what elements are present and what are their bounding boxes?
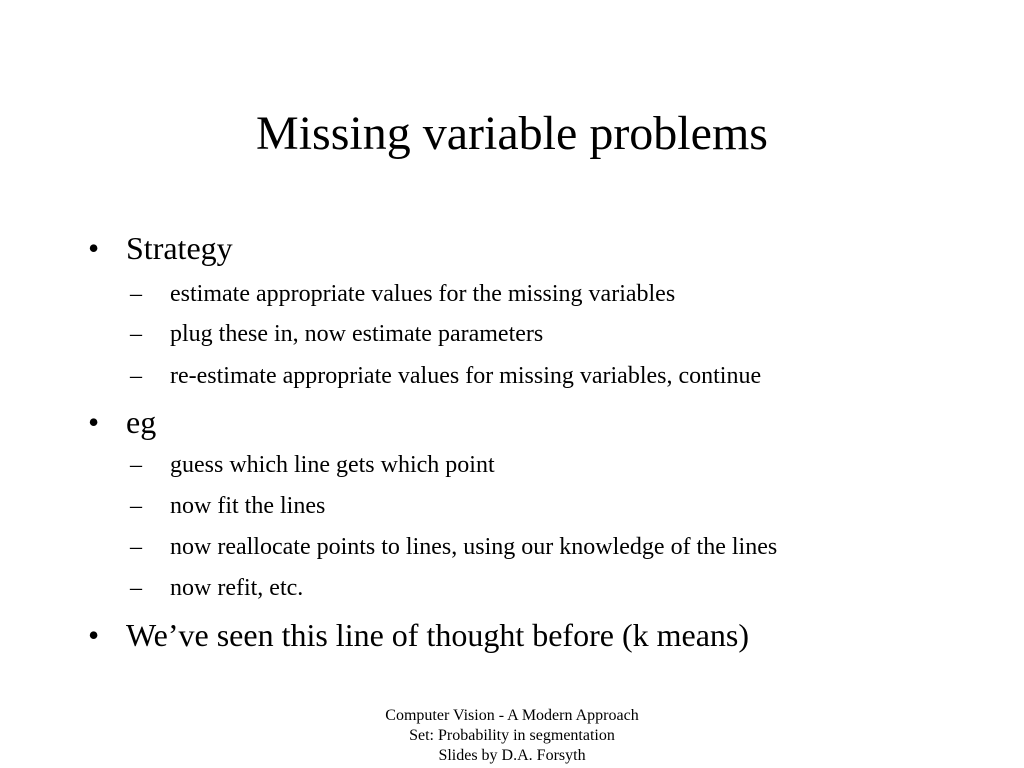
footer-set: Set: Probability in segmentation: [409, 727, 615, 744]
dash-marker: –: [130, 321, 142, 347]
bullet-text: We’ve seen this line of thought before (k means): [126, 617, 749, 653]
dash-marker: –: [130, 575, 142, 601]
slide-footer: [312, 706, 712, 766]
sub-bullet-text: re-estimate appropriate values for missing variables, continue: [170, 363, 762, 389]
bullet-marker: •: [88, 617, 100, 653]
bullet-marker: •: [88, 404, 100, 440]
bullet-text: eg: [126, 404, 157, 440]
footer-course: Computer Vision - A Modern Approach: [385, 707, 639, 724]
bullet-text: Strategy: [126, 230, 233, 266]
bullet-marker: •: [88, 230, 100, 266]
dash-marker: –: [130, 493, 142, 519]
sub-bullet-text: now fit the lines: [170, 493, 326, 519]
sub-bullet-text: estimate appropriate values for the missing variables: [170, 281, 676, 307]
sub-bullet-text: now refit, etc.: [170, 575, 304, 601]
dash-marker: –: [130, 534, 142, 560]
dash-marker: –: [130, 281, 142, 307]
sub-bullet-text: plug these in, now estimate parameters: [170, 321, 544, 347]
dash-marker: –: [130, 452, 142, 478]
footer-author: Slides by D.A. Forsyth: [438, 747, 586, 764]
sub-bullet-text: guess which line gets which point: [170, 452, 495, 478]
dash-marker: –: [130, 363, 142, 389]
slide-title: Missing variable problems: [256, 107, 768, 160]
sub-bullet-text: now reallocate points to lines, using our knowledge of the lines: [170, 534, 778, 560]
